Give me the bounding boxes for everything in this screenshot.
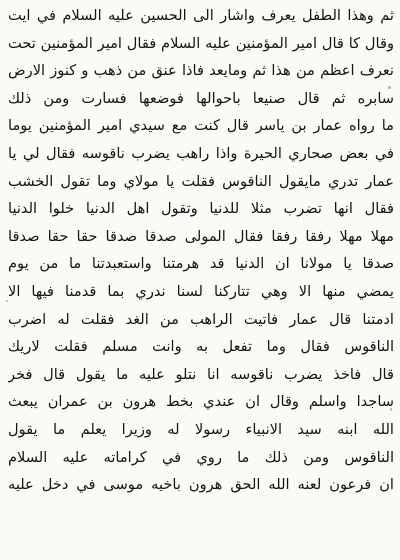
manuscript-line: ثم وهذا الطفل يعرف واشار الى الحسين عليه السلام في ايت: [8, 7, 394, 24]
manuscript-line: سابره ثم قال صنيعا باحوالها فوضعها فسارت ومن ذلك: [8, 89, 394, 107]
manuscript-line: الله ابنه سيد الانبياء رسولا له وزيرا يعلم ما يقول: [8, 420, 394, 438]
manuscript-line: صدقا يا مولانا ان الدنيا قد هرمتنا واستعبدتنا ما من يوم: [8, 255, 394, 273]
manuscript-line: يمضي منها الا وهي تتاركنا لسنا ندري بما قدمنا فيها الا: [8, 282, 394, 300]
ink-speck: [388, 86, 391, 89]
manuscript-text-block: [8, 0, 394, 560]
manuscript-line: ساجدا واسلم وقال ان عندي بخط هرون بن عمران يبعث: [8, 393, 394, 411]
manuscript-line: مهلا مهلا رفقا رفقا فقال المولى صدقا صدقا حقا حقا صدقا: [8, 227, 394, 245]
manuscript-line: قال فاخذ يضرب ناقوسه انا نتلو عليه ما يقول قال فخر: [8, 365, 394, 383]
manuscript-line: الناقوس ومن ذلك ما روي في كراماته عليه السلام: [8, 448, 394, 466]
manuscript-line: فقال انها تضرب مثلا للدنيا وتقول اهل الدنيا خلوا الدنيا: [8, 200, 394, 218]
manuscript-line: الناقوس فقال وما تفعل به وانت مسلم فقلت لاريك: [8, 338, 394, 356]
ink-speck: [390, 408, 392, 411]
ink-speck: [6, 300, 8, 302]
manuscript-line: وقال كا قال امير المؤمنين عليه السلام فقال امير المؤمنين تحت: [8, 34, 394, 52]
manuscript-line: ما رواه عمار بن ياسر قال كنت مع سيدي امير المؤمنين يوما: [8, 117, 394, 135]
manuscript-line: نعرف اعظم من هذا ثم ومايعد فاذا عنق من ذهب و كنوز الارض: [8, 62, 394, 80]
manuscript-line: في بعض صحاري الحيرة واذا راهب يضرب ناقوسه فقال لي يا: [8, 144, 394, 162]
manuscript-line: ادمتنا قال عمار فاتيت الراهب من الغد فقلت له اضرب: [8, 310, 394, 328]
manuscript-line: ان فرعون لعنه الله الحق هرون باخيه موسى في دخل عليه: [8, 476, 394, 494]
manuscript-line: عمار تدري مايقول الناقوس فقلت يا مولاي وما تقول الخشب: [8, 172, 394, 190]
